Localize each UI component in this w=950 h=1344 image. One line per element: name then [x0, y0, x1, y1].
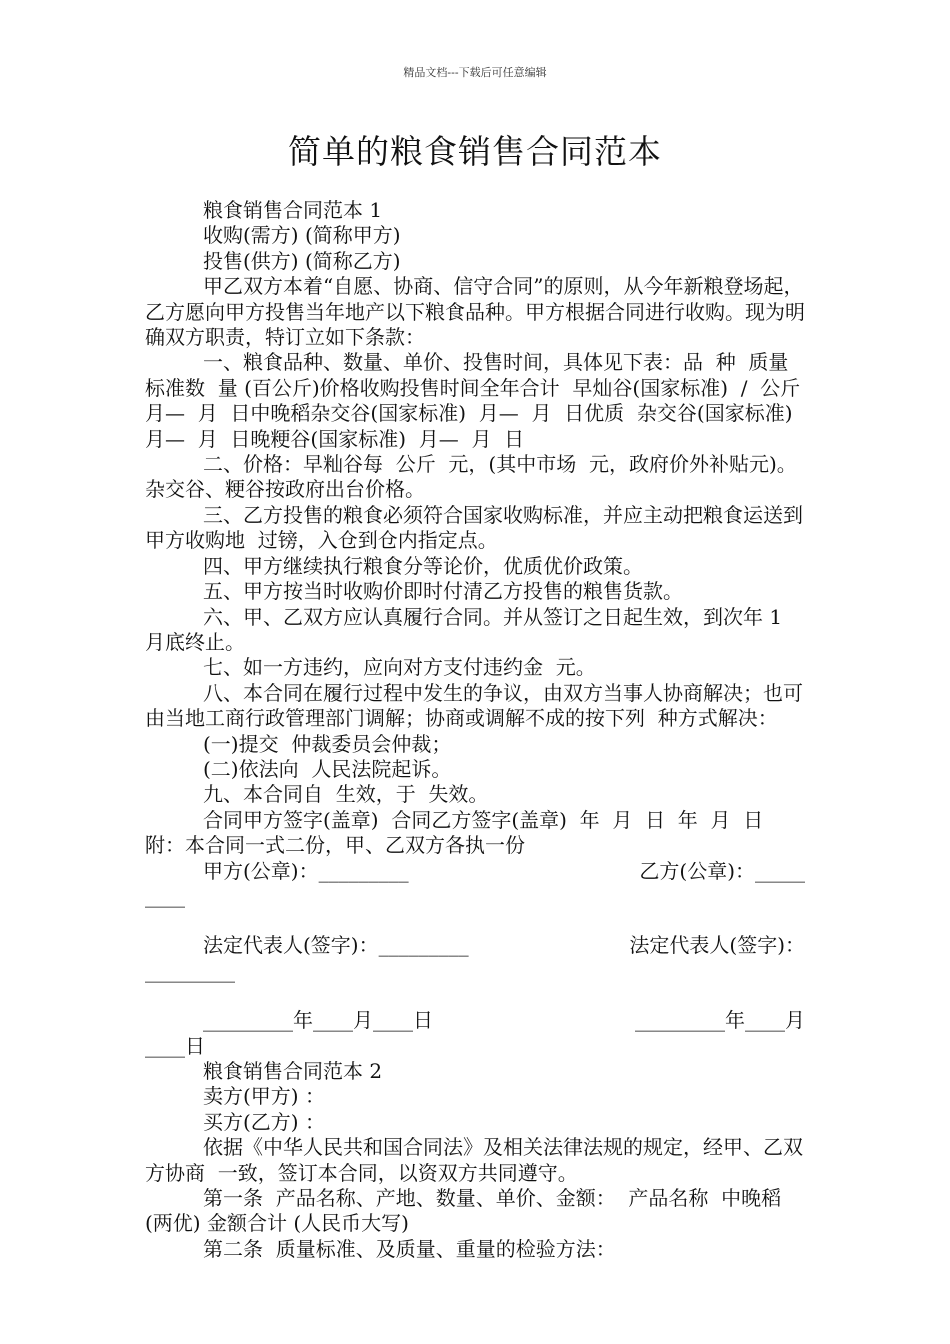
party-b-representative: 法定代表人(签字)：: [629, 933, 805, 958]
clause-8-option-1: (一)提交 仲裁委员会仲裁；: [203, 731, 452, 756]
section-heading-1: 粮食销售合同范本 1: [203, 198, 383, 222]
clause-6: 六、甲、乙双方应认真履行合同。并从签订之日起生效，到次年 1 月底终止。: [145, 604, 789, 654]
date-row: [145, 1008, 805, 1033]
seal-row-continuation: ____: [145, 883, 185, 908]
buyer-line: 收购(需方) (简称甲方): [203, 223, 401, 248]
clause-5: 五、甲方按当时收购价即时付清乙方投售的粮售货款。: [203, 579, 683, 604]
party-a-date: _________年____月____日: [203, 1008, 433, 1033]
representative-row: [145, 933, 805, 958]
signature-block: [145, 859, 805, 1059]
buyer-party-line: 买方(乙方) ：: [203, 1109, 325, 1134]
clause-2: 二、价格：早籼谷每 公斤 元，(其中市场 元，政府价外补贴元)。杂交谷、粳谷按政府出台价格。: [145, 452, 797, 502]
clause-3: 三、乙方投售的粮食必须符合国家收购标准，并应主动把粮食运送到甲方收购地 过镑，入仓到仓内指定点。: [145, 502, 803, 553]
clause-9: 九、本合同自 生效，于 失效。: [203, 782, 489, 807]
party-a-seal: 甲方(公章)：_________: [203, 858, 409, 883]
representative-row-continuation: _________: [145, 958, 235, 983]
legal-basis-paragraph: 依据《中华人民共和国合同法》及相关法律法规的规定，经甲、乙双方协商 一致，签订本合同，以资双方共同遵守。: [145, 1135, 803, 1185]
clause-4: 四、甲方继续执行粮食分等论价，优质优价政策。: [203, 553, 643, 578]
seller-party-line: 卖方(甲方) ：: [203, 1084, 325, 1109]
seller-line: 投售(供方) (简称乙方): [203, 248, 401, 273]
party-b-seal: 乙方(公章)：_____: [639, 858, 805, 883]
document-body: [145, 198, 813, 1262]
article-2: 第二条 质量标准、及质量、重量的检验方法：: [203, 1236, 616, 1261]
clause-1: 一、粮食品种、数量、单价、投售时间，具体见下表：品 种 质量标准数 量 (百公斤)价格收购投售时间全年合计 早灿谷(国家标准) / 公斤 月— 月 日中晚稻杂交谷(国家标准) 月— 月 日优质 杂交谷(国家标准) 月— 月 日晚粳谷(国家标准) 月— 月 日: [145, 350, 813, 451]
signature-note: 合同甲方签字(盖章) 合同乙方签字(盖章) 年 月 日 年 月 日 附：本合同一式二份，甲、乙双方各执一份: [145, 807, 776, 858]
date-row-continuation: ____日: [145, 1033, 205, 1058]
party-a-representative: 法定代表人(签字)：_________: [203, 933, 469, 958]
document-title: 简单的粮食销售合同范本: [288, 132, 662, 171]
clause-8-option-2: (二)依法向 人民法院起诉。: [203, 756, 452, 781]
section-heading-2: 粮食销售合同范本 2: [203, 1059, 383, 1083]
intro-paragraph: 甲乙双方本着“自愿、协商、信守合同”的原则，从今年新粮登场起，乙方愿向甲方投售当年地产以下粮食品种。甲方根据合同进行收购。现为明确双方职责，特订立如下条款：: [145, 274, 805, 350]
clause-8: 八、本合同在履行过程中发生的争议，由双方当事人协商解决；也可由当地工商行政管理部门调解；协商或调解不成的按下列 种方式解决：: [145, 680, 803, 731]
clause-7: 七、如一方违约，应向对方支付违约金 元。: [203, 655, 596, 680]
article-1: 第一条 产品名称、产地、数量、单价、金额： 产品名称 中晚稻(两优) 金额合计 (人民币大写): [145, 1186, 782, 1236]
party-b-date: _________年____月: [635, 1008, 805, 1033]
seal-row: [145, 859, 805, 884]
header-note: 精品文档---下载后可任意编辑: [403, 66, 547, 79]
